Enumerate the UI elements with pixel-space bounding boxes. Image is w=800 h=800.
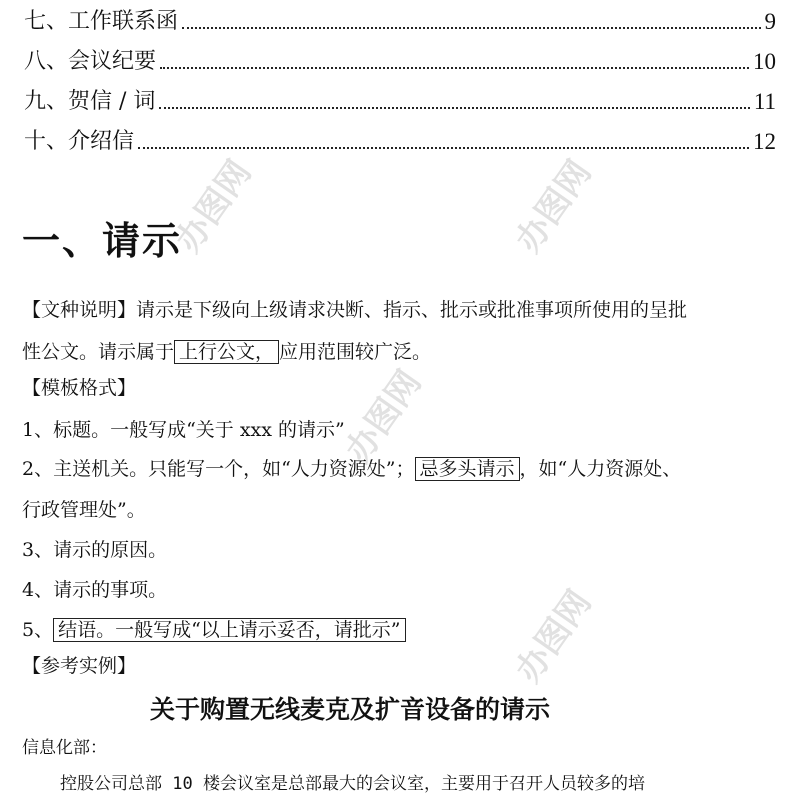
template-heading: 【模板格式】 (22, 377, 137, 399)
toc-label: 十、介绍信 (24, 129, 135, 154)
toc-page-number: 10 (753, 49, 776, 74)
toc-leader-dots (182, 27, 760, 29)
toc-label: 七、工作联系函 (24, 9, 179, 34)
toc-row[interactable] (24, 0, 776, 36)
item-text: ，如“人力资源处、 (519, 458, 682, 480)
watermark: 办图网 (508, 583, 600, 690)
toc-row[interactable] (24, 40, 776, 76)
toc-leader-dots (159, 107, 749, 109)
description-line-1: 【文种说明】请示是下级向上级请求决断、指示、批示或批准事项所使用的呈批 (22, 299, 688, 321)
template-item-2 (22, 455, 776, 483)
toc-row[interactable] (24, 80, 776, 116)
template-item-5 (22, 616, 776, 644)
toc-page-number: 9 (764, 9, 776, 34)
section-title: 一、请示 (22, 219, 183, 263)
toc-label: 九、贺信 / 词 (24, 89, 156, 114)
highlight-box: 忌多头请示 (415, 457, 520, 481)
toc-page-number: 11 (753, 89, 776, 114)
item-text: 2、主送机关。只能写一个，如“人力资源处”； (22, 458, 415, 480)
example-body: 控股公司总部 10 楼会议室是总部最大的会议室，主要用于召开人员较多的培 (60, 774, 645, 794)
toc-leader-dots (160, 67, 749, 69)
description-text: 性公文。请示属于 (22, 341, 175, 363)
description-text: 应用范围较广泛。 (279, 341, 432, 363)
watermark: 办图网 (508, 153, 600, 260)
template-item-3: 3、请示的原因。 (22, 539, 168, 561)
item-text: 5、 (22, 619, 54, 641)
item-text: 1、标题。一般写成“关于 xxx 的请示” (22, 419, 345, 441)
toc-label: 八、会议纪要 (24, 49, 157, 74)
example-title: 关于购置无线麦克及扩音设备的请示 (150, 695, 551, 724)
example-heading: 【参考实例】 (22, 655, 137, 677)
watermark: 办图网 (338, 363, 430, 470)
watermark: 办图网 (168, 153, 260, 260)
toc-leader-dots (138, 147, 749, 149)
template-item-4: 4、请示的事项。 (22, 579, 168, 601)
template-item-2-cont: 行政管理处”。 (22, 499, 146, 521)
template-item-1 (22, 416, 776, 444)
example-recipient: 信息化部： (22, 738, 107, 758)
description-line-2 (22, 338, 776, 366)
highlight-box: 结语。一般写成“以上请示妥否，请批示” (53, 618, 405, 642)
toc-page-number: 12 (753, 129, 776, 154)
toc-row[interactable] (24, 120, 776, 156)
highlight-box: 上行公文， (174, 340, 279, 364)
